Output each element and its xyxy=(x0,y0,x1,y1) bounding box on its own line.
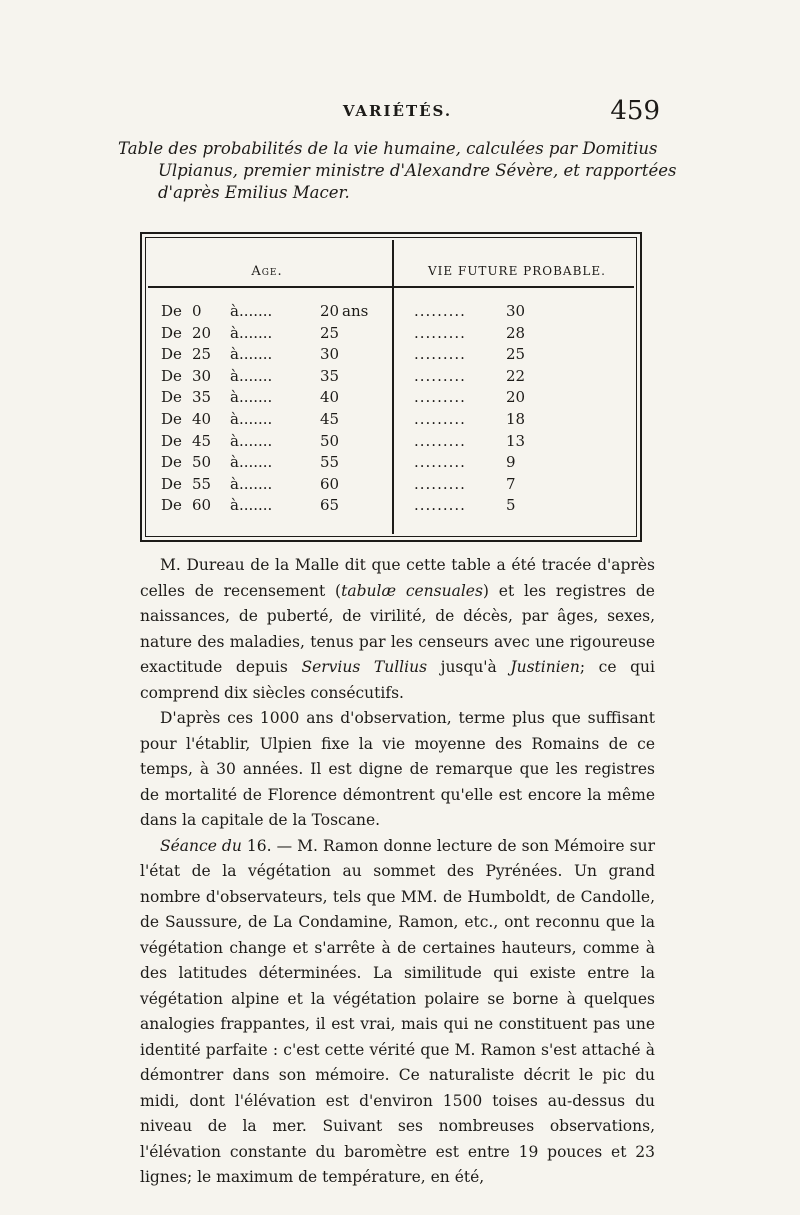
row-age-from: 35 xyxy=(192,388,212,407)
row-a: à....... xyxy=(230,323,273,342)
row-vie-future: 5 xyxy=(506,496,516,515)
row-age-to: 35 xyxy=(320,366,340,385)
row-leader: ......... xyxy=(414,496,466,515)
row-age-from: 60 xyxy=(192,496,212,515)
table-row xyxy=(142,367,640,389)
row-de: De xyxy=(161,323,182,342)
row-vie-future: 20 xyxy=(506,388,526,407)
row-leader: ......... xyxy=(414,345,466,364)
table-row xyxy=(142,345,640,367)
paragraph-1: M. Dureau de la Malle dit que cette table a été tracée d'après celles de recensement (tabulæ censuales) et les registres de naissances, de puberté, de virilité, de décès, par âges, sexes, nature des maladies, tenus par les censeurs avec une rigoureuse exactitude depuis Servius Tullius jusqu'à Justinien; ce qui comprend dix siècles consécutifs. xyxy=(140,556,655,702)
header-divider xyxy=(148,286,634,288)
row-vie-future: 25 xyxy=(506,345,526,364)
table-row xyxy=(142,324,640,346)
row-vie-future: 7 xyxy=(506,474,516,493)
row-de: De xyxy=(161,302,182,320)
row-a: à....... xyxy=(230,388,273,407)
page-number: 459 xyxy=(610,96,660,126)
table-row xyxy=(142,453,640,475)
row-vie-future: 28 xyxy=(506,323,526,342)
row-a: à....... xyxy=(230,496,273,515)
row-de: De xyxy=(161,474,182,493)
row-age-to: 40 xyxy=(320,388,340,407)
row-age-to: 45 xyxy=(320,409,340,428)
row-leader: ......... xyxy=(414,474,466,493)
life-table xyxy=(140,232,642,542)
row-leader: ......... xyxy=(414,388,466,407)
caption-line-3: d'après Emilius Macer. xyxy=(158,183,350,202)
header-age: Age. xyxy=(251,264,283,279)
row-age-to: 50 xyxy=(320,431,340,450)
row-age-from: 30 xyxy=(192,366,212,385)
row-leader: ......... xyxy=(414,431,466,450)
row-age-to: 25 xyxy=(320,323,340,342)
row-vie-future: 22 xyxy=(506,366,526,385)
row-a: à....... xyxy=(230,431,273,450)
name-justinien: Justinien xyxy=(510,658,580,676)
row-age-to: 60 xyxy=(320,474,340,493)
table-row xyxy=(142,388,640,410)
row-leader: ......... xyxy=(414,409,466,428)
table-row xyxy=(142,475,640,497)
row-unit: ans xyxy=(342,302,369,320)
row-de: De xyxy=(161,453,182,472)
table-row xyxy=(142,432,640,454)
latin-term: tabulæ censuales xyxy=(341,581,483,600)
page-header xyxy=(135,96,660,136)
name-servius-tullius: Servius Tullius xyxy=(301,658,428,676)
row-leader: ......... xyxy=(414,302,466,320)
table-row xyxy=(142,302,640,324)
row-a: à....... xyxy=(230,302,273,320)
table-caption xyxy=(118,138,677,204)
row-leader: ......... xyxy=(414,453,466,472)
seance-label: Séance du xyxy=(160,836,242,855)
row-vie-future: 9 xyxy=(506,453,516,472)
row-a: à....... xyxy=(230,366,273,385)
paragraph-3: Séance du 16. — M. Ramon donne lecture de son Mémoire sur l'état de la végétation au sommet des Pyrénées. Un grand nombre d'observateurs, tels que MM. de Humboldt, de Candolle, de Saussure, de La Condamine, Ramon, etc., ont reconnu que la végétation change et s'arrête à de certaines hauteurs, comme à des latitudes déterminées. La similitude qui existe entre la végétation alpine et la végétation polaire se borne à quelques analogies frappantes, il est vrai, mais qui ne constituent pas une identité parfaite : c'est cette vérité que M. Ramon s'est attaché à démontrer dans son mémoire. Ce naturaliste décrit le pic du midi, dont l'élévation est d'environ 1500 toises au-dessus du niveau de la mer. Suivant ses nombreuses observations, l'élévation constante du baromètre est entre 19 pouces et 23 lignes; le maximum de température, en été, xyxy=(140,836,655,1186)
row-de: De xyxy=(161,366,182,385)
row-age-from: 0 xyxy=(192,302,202,320)
row-age-from: 45 xyxy=(192,431,212,450)
row-de: De xyxy=(161,496,182,515)
row-a: à....... xyxy=(230,409,273,428)
row-age-from: 40 xyxy=(192,409,212,428)
row-leader: ......... xyxy=(414,366,466,385)
row-age-to: 20 xyxy=(320,302,340,320)
caption-line-1: Table des probabilités de la vie humaine, calculées par Domitius xyxy=(118,139,658,158)
table-row xyxy=(142,410,640,432)
row-age-from: 50 xyxy=(192,453,212,472)
paragraph-2: D'après ces 1000 ans d'observation, terme plus que suffisant pour l'établir, Ulpien fixe la vie moyenne des Romains de ce temps, à 30 années. Il est digne de remarque que les registres de mortalité de Florence démontrent qu'elle est encore la même dans la capitale de la Toscane. xyxy=(140,709,655,829)
row-de: De xyxy=(161,388,182,407)
table-body xyxy=(142,302,640,518)
row-age-from: 20 xyxy=(192,323,212,342)
row-age-to: 30 xyxy=(320,345,340,364)
row-age-from: 25 xyxy=(192,345,212,364)
body-text xyxy=(140,553,655,1191)
row-age-from: 55 xyxy=(192,474,212,493)
row-age-to: 65 xyxy=(320,496,340,515)
row-de: De xyxy=(161,431,182,450)
row-vie-future: 18 xyxy=(506,409,526,428)
row-age-to: 55 xyxy=(320,453,340,472)
row-de: De xyxy=(161,345,182,364)
row-vie-future: 13 xyxy=(506,431,526,450)
caption-line-2: Ulpianus, premier ministre d'Alexandre Sévère, et rapportées xyxy=(158,161,677,180)
running-head: VARIÉTÉS. xyxy=(342,102,453,120)
row-vie-future: 30 xyxy=(506,302,526,320)
row-a: à....... xyxy=(230,474,273,493)
row-leader: ......... xyxy=(414,323,466,342)
header-vie-future: VIE FUTURE PROBABLE. xyxy=(428,264,606,278)
table-row xyxy=(142,496,640,518)
row-a: à....... xyxy=(230,345,273,364)
row-de: De xyxy=(161,409,182,428)
row-a: à....... xyxy=(230,453,273,472)
